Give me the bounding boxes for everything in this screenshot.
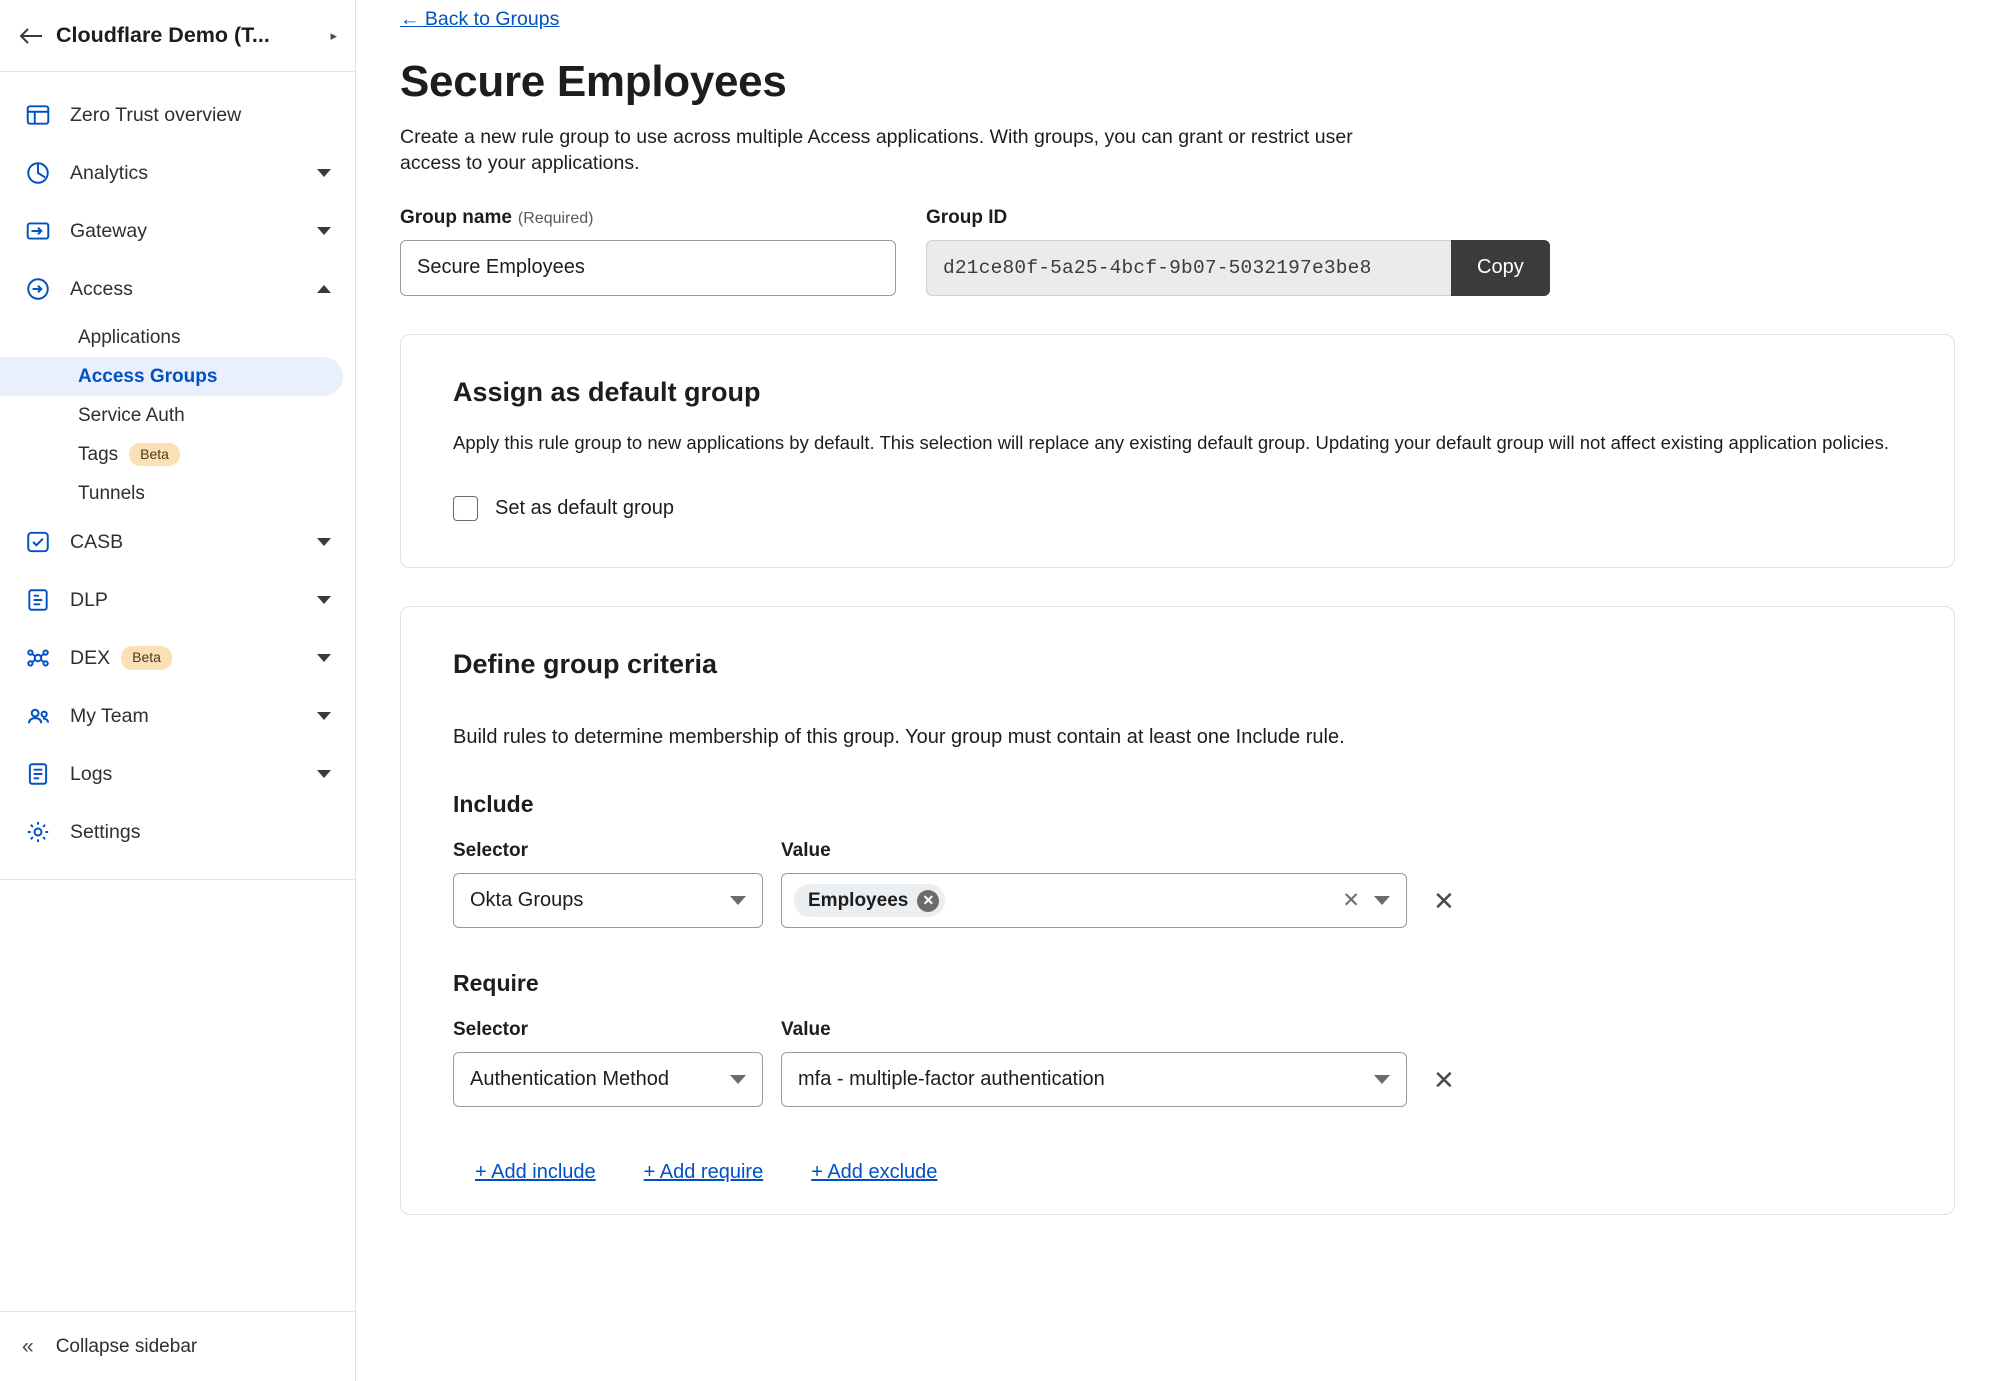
sidebar-item-analytics[interactable] — [0, 144, 355, 202]
team-icon — [24, 702, 52, 730]
sidebar — [0, 0, 356, 1381]
chevron-down-icon — [730, 896, 746, 905]
include-value-dropdown[interactable] — [781, 873, 1407, 928]
default-group-description: Apply this rule group to new applications by default. This selection will replace any existing default group. Updating your default group will not affect existing application policies. — [453, 431, 1889, 453]
analytics-icon — [24, 159, 52, 187]
chevron-up-icon[interactable] — [317, 285, 331, 293]
require-selector-value: Authentication Method — [470, 1068, 670, 1091]
sidebar-subitem-label: Access Groups — [78, 365, 218, 387]
value-chip[interactable] — [794, 884, 945, 917]
sidebar-item-dlp[interactable] — [0, 571, 355, 629]
remove-chip-icon[interactable]: ✕ — [917, 890, 939, 912]
sidebar-subitem-label: Applications — [78, 326, 181, 348]
sidebar-subitem-label: Tunnels — [78, 482, 145, 504]
group-name-required-note: (Required) — [517, 209, 594, 227]
chevron-down-icon[interactable] — [317, 538, 331, 546]
sidebar-item-label: Logs — [70, 762, 113, 785]
require-value-dropdown[interactable] — [781, 1052, 1407, 1107]
include-value-group — [781, 840, 1407, 928]
sidebar-item-access-groups[interactable] — [0, 357, 343, 396]
sidebar-nav — [0, 72, 355, 1311]
sidebar-item-label: Zero Trust overview — [70, 103, 242, 126]
access-icon — [24, 275, 52, 303]
sidebar-item-applications[interactable] — [0, 318, 343, 357]
chevron-down-icon[interactable] — [317, 227, 331, 235]
sidebar-subitem-label: Tags — [78, 443, 119, 465]
include-value-label: Value — [781, 840, 831, 862]
include-rule-row — [453, 840, 1902, 928]
remove-require-rule-icon[interactable]: ✕ — [1433, 1065, 1455, 1096]
chevron-down-icon — [730, 1075, 746, 1084]
require-rule-row — [453, 1019, 1902, 1107]
sidebar-subitem-label: Service Auth — [78, 404, 185, 426]
criteria-description: Build rules to determine membership of this group. Your group must contain at least one Include rule. — [453, 726, 1345, 749]
default-group-checkbox-row[interactable] — [453, 496, 1902, 521]
default-group-card — [400, 334, 1955, 568]
require-value-group — [781, 1019, 1407, 1107]
group-name-input[interactable] — [400, 240, 896, 296]
sidebar-item-casb[interactable] — [0, 513, 355, 571]
add-rule-links — [453, 1161, 1902, 1184]
group-name-label — [400, 207, 896, 229]
chevron-down-icon — [1374, 896, 1390, 905]
clear-selection-icon[interactable]: ✕ — [1342, 889, 1360, 913]
casb-icon — [24, 528, 52, 556]
sidebar-item-label: Analytics — [70, 161, 149, 184]
sidebar-item-zero-trust-overview[interactable] — [0, 86, 355, 144]
chevron-down-icon — [1374, 1075, 1390, 1084]
dlp-icon — [24, 586, 52, 614]
sidebar-item-service-auth[interactable] — [0, 396, 343, 435]
chevrons-left-icon: « — [22, 1334, 34, 1358]
value-chip-label: Employees — [808, 889, 909, 911]
chevron-down-icon[interactable] — [317, 770, 331, 778]
gateway-icon — [24, 217, 52, 245]
back-to-groups-link[interactable]: ← Back to Groups — [400, 8, 560, 30]
group-id-field-group — [926, 207, 1550, 296]
require-selector-label: Selector — [453, 1019, 528, 1041]
access-subnav — [0, 318, 355, 513]
group-id-row — [926, 240, 1550, 296]
require-value-text: mfa - multiple-factor authentication — [798, 1068, 1105, 1091]
add-require-link[interactable]: + Add require — [643, 1161, 764, 1184]
require-selector-group — [453, 1019, 763, 1107]
define-group-criteria-card — [400, 606, 1955, 1215]
require-value-label: Value — [781, 1019, 831, 1041]
sidebar-item-dex[interactable] — [0, 629, 355, 687]
group-id-label: Group ID — [926, 206, 1008, 228]
beta-badge: Beta — [129, 443, 180, 467]
beta-badge: Beta — [121, 646, 172, 670]
chevron-down-icon[interactable] — [317, 712, 331, 720]
set-as-default-group-checkbox[interactable] — [453, 496, 478, 521]
sidebar-item-access[interactable] — [0, 260, 355, 318]
chevron-down-icon[interactable] — [317, 169, 331, 177]
add-include-link[interactable]: + Add include — [475, 1161, 596, 1184]
group-id-value: d21ce80f-5a25-4bcf-9b07-5032197e3be8 — [926, 240, 1451, 296]
overview-icon — [24, 101, 52, 129]
chevron-down-icon[interactable] — [317, 596, 331, 604]
sidebar-item-settings[interactable] — [0, 803, 355, 861]
main-content — [356, 0, 1999, 1381]
sidebar-item-label: DEX — [70, 646, 111, 669]
sidebar-item-label: CASB — [70, 530, 124, 553]
sidebar-item-label: Settings — [70, 820, 141, 843]
gear-icon — [24, 818, 52, 846]
default-group-title: Assign as default group — [453, 376, 761, 407]
account-name: Cloudflare Demo (T... — [56, 23, 270, 47]
copy-button[interactable]: Copy — [1451, 240, 1550, 296]
sidebar-item-label: DLP — [70, 588, 108, 611]
include-heading: Include — [453, 791, 534, 818]
remove-include-rule-icon[interactable]: ✕ — [1433, 886, 1455, 917]
include-selector-dropdown[interactable] — [453, 873, 763, 928]
sidebar-item-my-team[interactable] — [0, 687, 355, 745]
logs-icon — [24, 760, 52, 788]
collapse-sidebar-button[interactable] — [0, 1311, 355, 1381]
sidebar-divider — [0, 879, 355, 880]
page-description: Create a new rule group to use across multiple Access applications. With groups, you can grant or restrict user access to your applications. — [400, 126, 1353, 174]
arrow-left-icon[interactable] — [16, 21, 46, 51]
include-selector-label: Selector — [453, 840, 528, 862]
criteria-title: Define group criteria — [453, 649, 718, 680]
add-exclude-link[interactable]: + Add exclude — [811, 1161, 938, 1184]
chevron-down-icon[interactable] — [317, 654, 331, 662]
include-selector-group — [453, 840, 763, 928]
include-selector-value: Okta Groups — [470, 889, 584, 912]
sidebar-item-label: My Team — [70, 704, 149, 727]
sidebar-item-logs[interactable] — [0, 745, 355, 803]
account-caret-icon[interactable]: ▸ — [330, 27, 337, 43]
sidebar-item-label: Access — [70, 277, 133, 300]
sidebar-item-tags[interactable] — [0, 435, 343, 474]
page-title: Secure Employees — [400, 57, 787, 106]
dex-icon — [24, 644, 52, 672]
require-selector-dropdown[interactable] — [453, 1052, 763, 1107]
group-name-field-group — [400, 207, 896, 296]
require-heading: Require — [453, 970, 539, 997]
group-identity-row — [400, 207, 1999, 296]
sidebar-item-tunnels[interactable] — [0, 474, 343, 513]
group-name-label-text: Group name — [400, 206, 512, 228]
sidebar-item-label: Gateway — [70, 219, 147, 242]
sidebar-item-gateway[interactable] — [0, 202, 355, 260]
collapse-sidebar-label: Collapse sidebar — [55, 1335, 198, 1357]
account-header[interactable] — [0, 0, 355, 72]
set-as-default-group-label[interactable]: Set as default group — [495, 497, 675, 520]
